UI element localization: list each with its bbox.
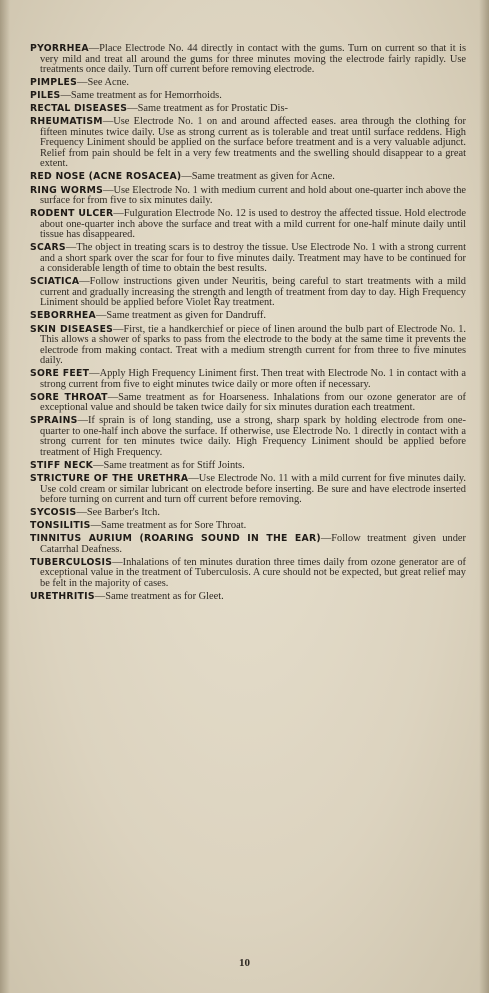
entry-heading: RECTAL DISEASES — [30, 103, 128, 115]
entry-text: —Use Electrode No. 1 with medium current and hold about one-quarter inch above the surface for from five to six minutes daily. — [40, 184, 467, 207]
entry-heading: SCIATICA — [30, 276, 80, 288]
entry-heading: SORE FEET — [30, 368, 90, 380]
entry-text: —First, tie a handkerchief or piece of linen around the bulb part of Electrode No. 1. This allows a shower of sparks to pass from the electrode to the body at the same time it prevents the electrode from making contact. Treat with a medium strength current for from three to five minutes daily. — [40, 323, 466, 367]
entry-sore-throat — [30, 393, 466, 414]
treatment-list — [30, 44, 466, 605]
entry-heading: SKIN DISEASES — [30, 323, 114, 335]
entry-text: —Same treatment as for Prostatic Dis- — [127, 103, 288, 115]
entry-red-nose — [30, 172, 466, 183]
entry-text: —Use Electrode No. 11 with a mild current for five minutes daily. Use cold cream or similar lubricant on electrode before inserting. Be sure and have electrode inserted before turning on current and turn off current before removing. — [40, 473, 466, 505]
entry-heading: SCARS — [30, 242, 66, 254]
entry-heading: TINNITUS AURIUM (ROARING SOUND IN THE EAR) — [30, 533, 321, 545]
entry-heading: STRICTURE OF THE URETHRA — [30, 473, 189, 484]
entry-heading: RODENT ULCER — [30, 208, 114, 220]
entry-heading: SYCOSIS — [30, 507, 77, 519]
entry-text: —Same treatment as for Sore Throat. — [90, 520, 247, 532]
entry-sprains — [30, 416, 466, 458]
entry-tonsilitis — [30, 521, 466, 532]
entry-pyorrhea — [30, 44, 466, 76]
entry-scars — [30, 243, 466, 275]
entry-text: —Follow instructions given under Neuritis, being careful to start treatments with a mild current and gradually increasing the strength and length of treatment from day to day. High Frequency Liniment should be applied before Violet Ray treatment. — [40, 276, 466, 309]
entry-heading: SPRAINS — [30, 415, 78, 427]
entry-text: —Same treatment as for Gleet. — [94, 590, 224, 602]
entry-text: —Place Electrode No. 44 directly in contact with the gums. Turn on current so that it is very mild and treat all around the gums for three minutes moving the electrode fairly rapidly. Use treatments once daily. Turn off current before removing electrode. — [40, 43, 466, 75]
entry-heading: SORE THROAT — [30, 391, 108, 403]
entry-tinnitus-aurium — [30, 534, 466, 555]
entry-tuberculosis — [30, 558, 466, 590]
entry-pimples — [30, 78, 466, 89]
entry-stricture-of-the-urethra — [30, 474, 466, 506]
entry-urethritis — [30, 592, 466, 603]
entry-text: —Follow treatment given under Catarrhal Deafness. — [40, 533, 466, 555]
entry-text: —Same treatment as for Stiff Joints. — [93, 459, 245, 471]
entry-heading: TUBERCULOSIS — [30, 556, 113, 568]
entry-sciatica — [30, 277, 466, 309]
entry-sore-feet — [30, 369, 466, 390]
entry-text: —Same treatment as for Hoarseness. Inhalations from our ozone generator are of exceptional value and should be taken twice daily for six minutes duration each treatment. — [40, 391, 466, 414]
entry-heading: SEBORRHEA — [30, 310, 96, 322]
entry-sycosis — [30, 508, 466, 519]
entry-heading: STIFF NECK — [30, 459, 94, 471]
entry-heading: PILES — [30, 90, 61, 102]
entry-text: —Fulguration Electrode No. 12 is used to destroy the affected tissue. Hold electrode about one-quarter inch above the surface and treat with a mild current for one-half minute daily until tissue has disappeared. — [40, 208, 466, 241]
entry-stiff-neck — [30, 461, 466, 472]
entry-piles — [30, 91, 466, 102]
entry-heading: RING WORMS — [30, 184, 104, 196]
entry-text: —See Acne. — [77, 77, 129, 89]
entry-heading: URETHRITIS — [30, 590, 95, 602]
entry-heading: TONSILITIS — [30, 520, 91, 532]
entry-rheumatism — [30, 117, 466, 170]
entry-text: —Same treatment as given for Acne. — [181, 171, 335, 183]
entry-heading: PYORRHEA — [30, 43, 89, 54]
entry-text: —See Barber's Itch. — [76, 507, 160, 519]
entry-text: —Inhalations of ten minutes duration three times daily from ozone generator are of exceptional value in the treatment of Tuberculosis. A cure should not be expected, but great relief may be felt in the majority of cases. — [40, 556, 466, 589]
entry-rodent-ulcer — [30, 209, 466, 241]
page-left-edge-shadow — [0, 0, 10, 993]
entry-text: —Same treatment as given for Dandruff. — [95, 310, 266, 322]
entry-heading: PIMPLES — [30, 77, 78, 89]
entry-rectal-diseases — [30, 104, 466, 115]
entry-heading: RED NOSE (ACNE ROSACEA) — [30, 171, 182, 183]
entry-heading: RHEUMATISM — [30, 116, 103, 128]
entry-text: —Apply High Frequency Liniment first. Then treat with Electrode No. 1 in contact with a strong current from five to eight minutes twice daily or more often if necessary. — [40, 368, 466, 390]
entry-text: —The object in treating scars is to destroy the tissue. Use Electrode No. 1 with a strong current and a short spark over the scar for four to five minutes daily. Treatment may have to be continued for a considerable length of time to obtain the best results. — [40, 242, 466, 275]
entry-seborrhea — [30, 311, 466, 322]
entry-ring-worms — [30, 186, 466, 207]
page-number: 10 — [239, 957, 250, 969]
entry-text: —Use Electrode No. 1 on and around affected eases. area through the clothing for fifteen minutes twice daily. Use as strong current as is tolerable and treat until surface reddens. High Frequency Liniment should be applied on the surface before treatment and is a very valuable adjunct. Relief from pain should be felt in a very few treatments and the swelling should disappear to a great extent. — [40, 116, 466, 170]
page-right-edge-shadow — [479, 0, 489, 993]
entry-text: —Same treatment as for Hemorrhoids. — [60, 90, 222, 102]
entry-skin-diseases — [30, 325, 466, 367]
entry-text: —If sprain is of long standing, use a strong, sharp spark by holding electrode from one-quarter to one-half inch above the surface. If otherwise, use Electrode No. 1 directly in contact with a strong current for ten minutes twice daily. High Frequency Liniment should be applied before treatment of High Frequency. — [40, 415, 466, 458]
